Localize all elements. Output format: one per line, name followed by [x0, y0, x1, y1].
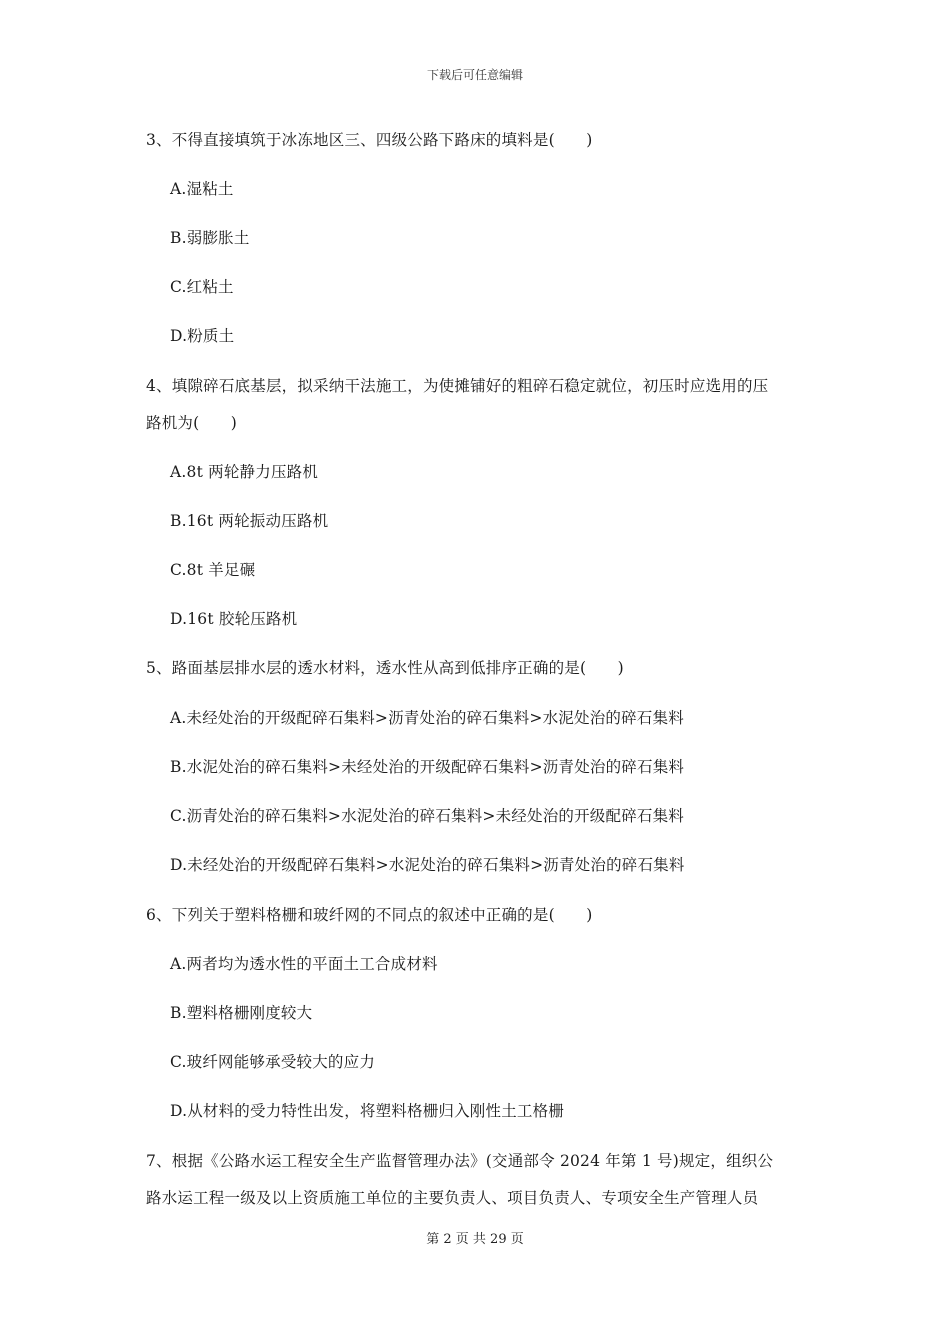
question-3-option-c: C.红粘土	[170, 278, 234, 296]
question-6-option-c: C.玻纤网能够承受较大的应力	[170, 1053, 376, 1071]
question-3-option-a: A.湿粘土	[170, 180, 234, 198]
question-5-option-d: D.未经处治的开级配碎石集料>水泥处治的碎石集料>沥青处治的碎石集料	[170, 856, 685, 874]
question-3-option-d: D.粉质土	[170, 327, 235, 345]
question-4-option-c: C.8t 羊足碾	[170, 561, 256, 579]
question-7-stem-line-2: 路水运工程一级及以上资质施工单位的主要负责人、项目负责人、专项安全生产管理人员	[146, 1189, 759, 1207]
question-6-stem: 6、下列关于塑料格栅和玻纤网的不同点的叙述中正确的是( )	[146, 906, 593, 924]
question-4-stem-line-2: 路机为( )	[146, 414, 237, 432]
question-4-option-a: A.8t 两轮静力压路机	[170, 463, 319, 481]
question-5-stem: 5、路面基层排水层的透水材料，透水性从高到低排序正确的是( )	[146, 659, 624, 677]
question-4-option-d: D.16t 胶轮压路机	[170, 610, 298, 628]
question-5-option-a: A.未经处治的开级配碎石集料>沥青处治的碎石集料>水泥处治的碎石集料	[170, 709, 684, 727]
question-5-option-b: B.水泥处治的碎石集料>未经处治的开级配碎石集料>沥青处治的碎石集料	[170, 758, 685, 776]
question-3-stem: 3、不得直接填筑于冰冻地区三、四级公路下路床的填料是( )	[146, 131, 593, 149]
question-6-option-d: D.从材料的受力特性出发，将塑料格栅归入刚性土工格栅	[170, 1102, 565, 1120]
question-4-option-b: B.16t 两轮振动压路机	[170, 512, 329, 530]
question-6-option-b: B.塑料格栅刚度较大	[170, 1004, 313, 1022]
question-4-stem-line-1: 4、填隙碎石底基层，拟采纳干法施工，为使摊铺好的粗碎石稳定就位，初压时应选用的压	[146, 377, 769, 395]
question-5-option-c: C.沥青处治的碎石集料>水泥处治的碎石集料>未经处治的开级配碎石集料	[170, 807, 685, 825]
question-3-option-b: B.弱膨胀土	[170, 229, 250, 247]
question-6-option-a: A.两者均为透水性的平面土工合成材料	[170, 955, 438, 973]
page-number: 第 2 页 共 29 页	[426, 1232, 524, 1247]
question-7-stem-line-1: 7、根据《公路水运工程安全生产监督管理办法》(交通部令 2024 年第 1 号)规定，组织公	[146, 1152, 774, 1170]
header-note: 下载后可任意编辑	[426, 68, 523, 82]
